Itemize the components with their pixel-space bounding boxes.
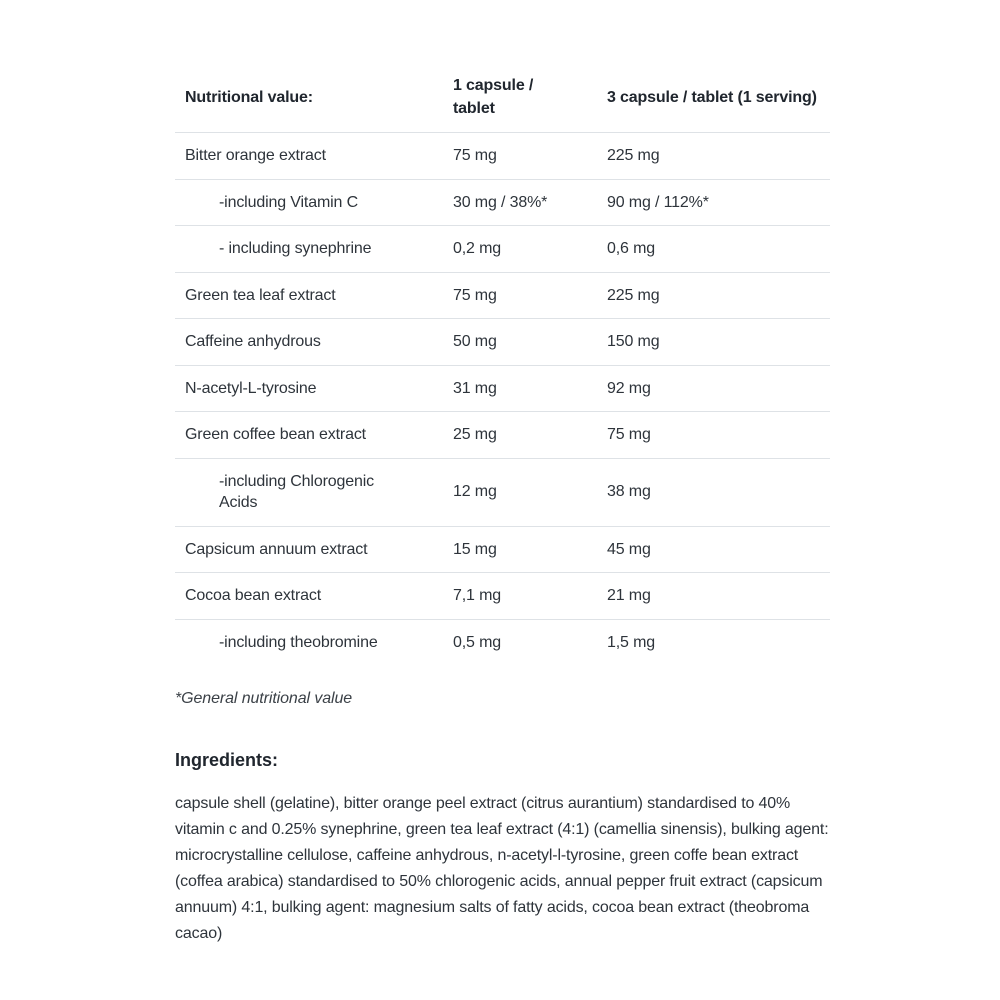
nutrient-label: -including Vitamin C (175, 179, 443, 226)
nutrient-label: Bitter orange extract (175, 133, 443, 180)
table-row (175, 179, 830, 226)
general-value-footnote: *General nutritional value (175, 690, 353, 707)
nutrient-label: Capsicum annuum extract (175, 526, 443, 573)
nutrient-label: -including theobromine (175, 619, 443, 665)
nutrient-label: Cocoa bean extract (175, 573, 443, 620)
table-header-row (175, 64, 830, 133)
header-per-capsule: 1 capsule / tablet (453, 77, 534, 117)
nutrient-label: - including synephrine (175, 226, 443, 273)
amount-per-capsule: 7,1 mg (443, 573, 597, 620)
table-row (175, 272, 830, 319)
amount-per-serving: 225 mg (597, 133, 830, 180)
amount-per-capsule: 75 mg (443, 272, 597, 319)
table-row (175, 619, 830, 665)
amount-per-capsule: 30 mg / 38%* (443, 179, 597, 226)
amount-per-capsule: 0,2 mg (443, 226, 597, 273)
amount-per-serving: 150 mg (597, 319, 830, 366)
nutrition-panel (175, 64, 830, 947)
table-row (175, 412, 830, 459)
table-row (175, 526, 830, 573)
table-body (175, 133, 830, 666)
header-nutritional-value: Nutritional value: (185, 88, 313, 106)
ingredients-text: capsule shell (gelatine), bitter orange peel extract (citrus aurantium) standardised to 40% vitamin c and 0.25% synephrine, green tea leaf extract (4:1) (camellia sinensis), bulking agent: microcrystalline cellulose, caffeine anhydrous, n-acetyl-l-tyrosine, green coffe bean extract (coffea arabica) standardised to 50% chlorogenic acids, annual pepper fruit extract (capsicum annuum) 4:1, bulking agent: magnesium salts of fatty acids, cocoa bean extract (theobroma cacao) (175, 795, 829, 942)
nutrition-table (175, 64, 830, 665)
nutrient-label: N-acetyl-L-tyrosine (175, 365, 443, 412)
nutrient-label: Green coffee bean extract (175, 412, 443, 459)
table-row (175, 319, 830, 366)
table-row (175, 133, 830, 180)
amount-per-serving: 92 mg (597, 365, 830, 412)
amount-per-serving: 1,5 mg (597, 619, 830, 665)
amount-per-serving: 21 mg (597, 573, 830, 620)
amount-per-capsule: 31 mg (443, 365, 597, 412)
amount-per-capsule: 15 mg (443, 526, 597, 573)
amount-per-capsule: 50 mg (443, 319, 597, 366)
table-row (175, 365, 830, 412)
amount-per-capsule: 0,5 mg (443, 619, 597, 665)
amount-per-serving: 90 mg / 112%* (597, 179, 830, 226)
amount-per-capsule: 25 mg (443, 412, 597, 459)
nutrient-label: Green tea leaf extract (175, 272, 443, 319)
nutrient-label: Caffeine anhydrous (175, 319, 443, 366)
nutrient-label: -including Chlorogenic Acids (175, 458, 443, 526)
header-per-serving: 3 capsule / tablet (1 serving) (607, 88, 817, 106)
amount-per-serving: 75 mg (597, 412, 830, 459)
amount-per-serving: 38 mg (597, 458, 830, 526)
table-row (175, 573, 830, 620)
ingredients-heading: Ingredients: (175, 750, 279, 770)
amount-per-serving: 0,6 mg (597, 226, 830, 273)
amount-per-serving: 225 mg (597, 272, 830, 319)
table-row (175, 226, 830, 273)
amount-per-capsule: 75 mg (443, 133, 597, 180)
amount-per-capsule: 12 mg (443, 458, 597, 526)
table-row (175, 458, 830, 526)
amount-per-serving: 45 mg (597, 526, 830, 573)
